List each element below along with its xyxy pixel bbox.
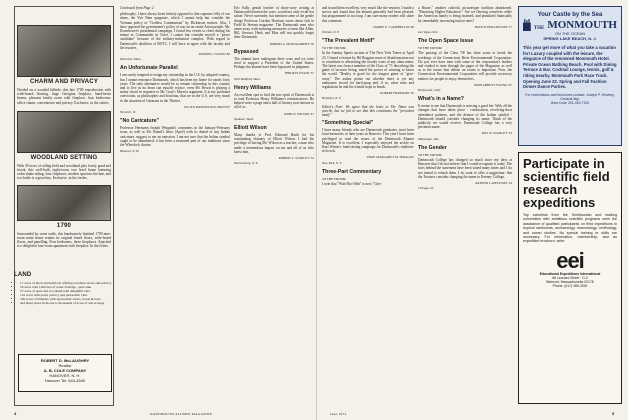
woodland-photo xyxy=(17,111,111,153)
letters-column-2 xyxy=(234,6,314,404)
eei-phone: Phone: (617) 489-3030 xyxy=(552,283,588,288)
letter-place: West Medford, Mass. xyxy=(234,76,261,81)
woodland-title: WOODLAND SETTING xyxy=(30,154,98,161)
letter-place: Brooklyn, N. Y. xyxy=(322,96,342,101)
letter-body: It seems to me that Dartmouth is missing a good bet. With all the changes that have taken place - coeducation, revolving-door attendance patterns, and the demise of the Indian symbol - Dartmouth should consider changing its name. Think of the publicity we would receive. Dartmouth College has a very pertinent name. xyxy=(418,104,512,130)
realtor-firm: A. B. COLE COMPANY xyxy=(43,368,87,373)
letter-body: I am sorely tempted to resign my citizenship in the U.S. by adopted country, but I cannot renounce Dartmouth, which has been my home for nearly forty years. The only alternative would be to remain citizenship in this country and to live as no heart can equally rejoice, even Mr. Beard is playing a minor chord in response to Mr. Gray's Marxist argument. It is my profound conviction, as philosopher and historian, that we in the U.S. are very much in the situation of Germans in the Thirties. xyxy=(120,73,230,103)
eei-logo: eei xyxy=(556,247,584,273)
letter-heading: What's in a Name? xyxy=(418,96,464,103)
letter-body: philosophy, I have always been bitterly opposed to that supreme folly of our times, the Viet Nam quagmire, which I cannot help but consider the Vietnam policy of "Godless Communism" by Dickinson traitors. Also, I have opposed the government's policy of war on an entire Asian people. Mr. Eisenhower's presidential campaign, I found few events to cheer during his tenure as Commander in Chief. I cannot but consider myself a "peace candidate" because of the military-industrial complex. With regard to Dartmouth's abolition of ROTC, I will have to agree with the faculty and the trustees. xyxy=(120,12,230,50)
eei-org: Educational Expeditions International xyxy=(539,271,601,276)
letter-heading: Bypassed xyxy=(234,48,259,55)
charm-body: Nestled on a wooded hillside, this late 1700 reproduction with wide-board flooring, huge Georgian fireplace, hand-hewn beams, pleasant family room with fireplace, four bedrooms, office charm, convenience and privacy. Exclusive, in the sixties. xyxy=(17,88,111,105)
letter-body: I note that "Wah Hoo Wah" is now "Give xyxy=(322,182,382,187)
monmouth-name-row xyxy=(523,19,617,31)
letter-heading: "Something Special" xyxy=(322,120,374,127)
expedition-ad xyxy=(518,152,622,404)
letter-signature: JOSEPH G. NASON '82 xyxy=(198,52,230,57)
realtor-name: ROBERT D. McLAUGHRY xyxy=(40,358,90,363)
right-footer: June 1972 xyxy=(330,412,347,416)
monmouth-phone: Area Code 201-449-7100 xyxy=(550,100,590,105)
monmouth-the: THE xyxy=(533,26,545,31)
land-item: • and many more from one to thousands of acres of cell acreage xyxy=(20,301,114,305)
letter-signature: ARTHUR I. APPLETON '54 xyxy=(475,181,512,186)
monmouth-contact: For reservations and brochures contact: Joseph P. Hinchey, General Mgr. xyxy=(525,92,615,101)
realtor-town: HANOVER, N. H. xyxy=(49,373,81,378)
letter-place: New York, N. Y. xyxy=(322,160,342,165)
monmouth-body: This year get more of what you take a vacation for! Luxury coupled with the leisure, the elegance of the renowned Monmouth Hotel. Private Ocean Bathing Beach. Pool with Dining Terrace & Bar. Cocktail Lounge, tennis, golf & riding nearby. Monmouth Park Race Track. Opening June 23. Spring and Fall Fashion Dinner Dance Parties. xyxy=(523,45,617,90)
castle-icon xyxy=(523,19,531,31)
to-editor: TO THE EDITOR: xyxy=(322,46,347,51)
land-item: • 37 acres of open and woodland with delightful view xyxy=(20,289,114,293)
right-folio: 5 xyxy=(612,411,615,416)
letter-heading: The Gender xyxy=(418,144,447,151)
letter-body: Eric Kalb, genial teacher of short-story writing at Dartmouth between the wars, would not only recall but salute. Never surrender, but mention some of the gentle things Professor Gordon Harrison wrote about fish in Field & Stream magazine. The Dartmouth men who came away with enduring memories of men like Allen, Bill, Stewart, Herb, and Max will not quickly forget their Dartmouth. xyxy=(234,6,314,40)
letter-body: The alumni have undergone three wars and we were tired to support a President of the United States. Perhaps the alumni have been bypassed in judgment. xyxy=(234,56,314,70)
letter-body: The passing of the Class '58 has done some to break the workings of the Connecticut River Environmental Corporation. Do you ever have men with some of the corporation's leaders and studied to state through the pages of the Magazine, as well as to the issues that debate on issues is important. Now, the Connecticut Environmental Corporation will provide accessory matters for people to enjoy themselves. xyxy=(418,51,512,81)
to-editor: TO THE EDITOR: xyxy=(418,152,443,157)
page-gutter xyxy=(316,0,317,420)
monmouth-town: SPRING LAKE BEACH, N. J. xyxy=(543,36,597,41)
letter-heading: "No Caricature" xyxy=(120,118,159,125)
letter-signature: JOHN ABBOTT YOUNG '67 xyxy=(473,82,512,87)
letter-body: Professor Hermann Joseph Weigand's comments in the January-February issue, as well as Mr. Brantl's letter (April) with its denial of any Indian caricature, suggest to me an omission. I am not sure that the Indian symbol ought to be abandoned; it has been a treasured part of our traditions since the Wheelock charter. xyxy=(120,126,230,148)
letter-heading: "The Prevalent Motif" xyxy=(322,38,375,45)
letter-body: An excellent spot to find the true spirit of Dartmouth is to read Professor Henry Williams's reminiscences. He helped write a page and a half of history now known to all of us. xyxy=(234,92,314,110)
letters-column-1 xyxy=(120,6,230,404)
letter-place: Hollywood, Calif. xyxy=(418,88,441,93)
land-item: • 17 acres of birch and hemlock offering excellent views and privacy xyxy=(20,281,114,285)
to-editor: TO THE EDITOR: xyxy=(418,46,443,51)
land-item: • 50 acres with 1400 feet of water frontage - pure lake xyxy=(20,285,114,289)
letter-place: Worcester, Mass. xyxy=(120,57,142,62)
charm-title: CHARM AND PRIVACY xyxy=(29,79,99,85)
letter-body: In the Sunday Sports section of The New York Times of April 23, I found a feature by Bil Boggins more of disinformation not to contribute to alleviating the moody woes of any alma mater. The latest was from a member of the Class of '71 describing the game of lacrosse being, noted the power of winning to know the world. "Reality is good for the longest game of "give-away." The author points out whether there is yet any endurance record for hard-pong and, if so, what rules and regulations he and his friends hope to break. xyxy=(322,51,414,90)
letter-place: Spokane, Wash. xyxy=(234,116,254,121)
letter-signature: JOHN W. WILSON '47 xyxy=(283,111,314,116)
letter-body: a Rouse," another colorful, picturesque tradition abandoned. "Financing Higher Education": Are we fleecing ourselves while the American family is being strained, and penalized financially by remarkably increasing tuition rates? xyxy=(418,6,512,23)
y1790-body: Surrounded by stone walls, this handsomely finished 1790 nine-room main house retains its original board floors, wide-board floors, and panelling. Four bedrooms, three fireplaces. Attached is a delightful four-room apartment with fireplace. In the fifties. xyxy=(17,231,111,249)
letter-body: and found them excellent, very much like the reunion. I made a survey and found that the alumni generally had been pleased, but programmed in too long. I am sure many readers will share this comment. xyxy=(322,6,414,23)
letters-column-3 xyxy=(322,6,414,404)
letter-heading: Three-Part Commentary xyxy=(322,168,382,175)
woodland-body: With 39 acres of rolling field and woodland plus lovely pond and brook, this well-built, eight-room, two level home featuring cedar shake siding, four fireplaces, modern spacious kitchen, and two baths is a great buy. Exclusive, in the forties. xyxy=(17,163,111,181)
letter-signature: PHILIP H. EVANS '37 xyxy=(284,71,314,76)
letter-signature: ROBERT HERMANN '50 xyxy=(380,91,414,96)
to-editor: TO THE EDITOR: xyxy=(322,176,347,181)
letter-signature: ROY W. STANLEY '53 xyxy=(481,131,512,136)
letter-place: Hanover, N. H. xyxy=(120,149,140,154)
y1790-photo xyxy=(17,185,111,221)
letter-signature: ROBERT A. MONTGOMERY '30 xyxy=(269,41,314,46)
letter-signature: ROBERT L. STANLEY '52 xyxy=(278,156,314,161)
eei-town: Belmont, Massachusetts 02178 xyxy=(546,279,594,284)
letter-signature: EUGEN ROSENSTOCK-HUESSY xyxy=(184,104,230,109)
realtor-phone: Hanover Tel. 643-4540 xyxy=(44,378,86,383)
letter-place: Pelham, N. Y. xyxy=(322,30,340,35)
left-folio: 4 xyxy=(14,411,17,416)
letter-heading: Henry Williams xyxy=(234,84,272,91)
monmouth-ad xyxy=(518,6,622,146)
left-footer: DARTMOUTH ALUMNI MAGAZINE xyxy=(150,412,213,416)
letter-signature: PROF. MARGARET M. SPRAGUE xyxy=(367,155,414,160)
realtor-box xyxy=(18,354,112,392)
realtor-role: Realtor xyxy=(58,363,72,368)
y1790-title: 1790 xyxy=(56,222,72,229)
expedition-title: Participate in scientific field research expeditions xyxy=(523,156,610,210)
letter-signature: FRED B. HOLLINSTON '17 xyxy=(474,24,512,29)
letter-heading: The Open Space Issue xyxy=(418,38,474,45)
letter-place: Norwich, Vt. xyxy=(120,110,137,115)
letter-place: Las Vegas, Nev. xyxy=(418,30,438,35)
letter-heading: An Unfortunate Parallel xyxy=(120,65,178,72)
real-estate-ad xyxy=(14,6,114,406)
letter-place: Chicago, Ill. xyxy=(418,186,435,191)
expedition-body: Top scientists from the Smithsonian and leading universities with ambitious scientific programs seek the assistance of qualified participants on field expeditions in tropical rainforests, archaeology, mammalogy, ornithology, and ocean studies. No special training or skills are necessary. For information, membership, and an expedition brochure, write: xyxy=(523,213,617,244)
letter-heading: Elliott Wilson xyxy=(234,125,267,132)
letter-signature: HARRY E. CAMPBELL III '48 xyxy=(373,24,414,29)
letter-place: Milwaukee, Wis. xyxy=(418,136,439,141)
monmouth-sub: ON THE OCEAN xyxy=(554,31,586,36)
charm-house-photo xyxy=(17,25,111,77)
monmouth-tagline: Your Castle by the Sea xyxy=(537,12,603,18)
land-listing xyxy=(14,270,114,305)
monmouth-name: MONMOUTH xyxy=(547,19,617,31)
letter-body: Dartmouth College has changed so much since my days at Hanover that I do not believe that I would recognize it today. The facts behind the statement have been stated many times and I do not intend to rehash them. I do want to offer a suggestion: that the Trustees consider changing the name to Keeney College. xyxy=(418,158,512,179)
land-title: LAND xyxy=(14,272,32,278)
continued-note: Continued from Page 2 xyxy=(120,6,154,10)
letter-place: Warrensburg, N. Y. xyxy=(234,161,259,166)
eei-address: 68 Leonard Street · D-2 xyxy=(552,275,588,280)
letter-body: Many thanks to Prof. Edmund Barth for his outstanding obituary of Elliott Wilson. I had the privilege of having Mr. Wilson as a teacher, a man who made a tremendous impact on me and all of us who knew him. xyxy=(234,133,314,154)
editor-note: Editor's Note: We agree that the letter to The Times was puerile, but we fail to see that this constitutes the "prevalent motif." xyxy=(322,104,414,118)
land-item: • 350 acres of hillsides with spectacular views, brook & barn xyxy=(20,297,114,301)
land-list xyxy=(14,281,114,305)
letter-body: I have many friends who are Dartmouth graduates, most have fond memories of their years in Hanover. This year I have been privileged to read the issues of the Dartmouth Alumni Magazine. It is excellent. I especially enjoyed the article on Kurt Wimer's fund-raising campaign for Dartmouth's tradition-rich rock. xyxy=(322,128,414,154)
land-item: • 122 acres with pond, privacy and panoramic view xyxy=(20,293,114,297)
letters-column-4 xyxy=(418,6,512,404)
